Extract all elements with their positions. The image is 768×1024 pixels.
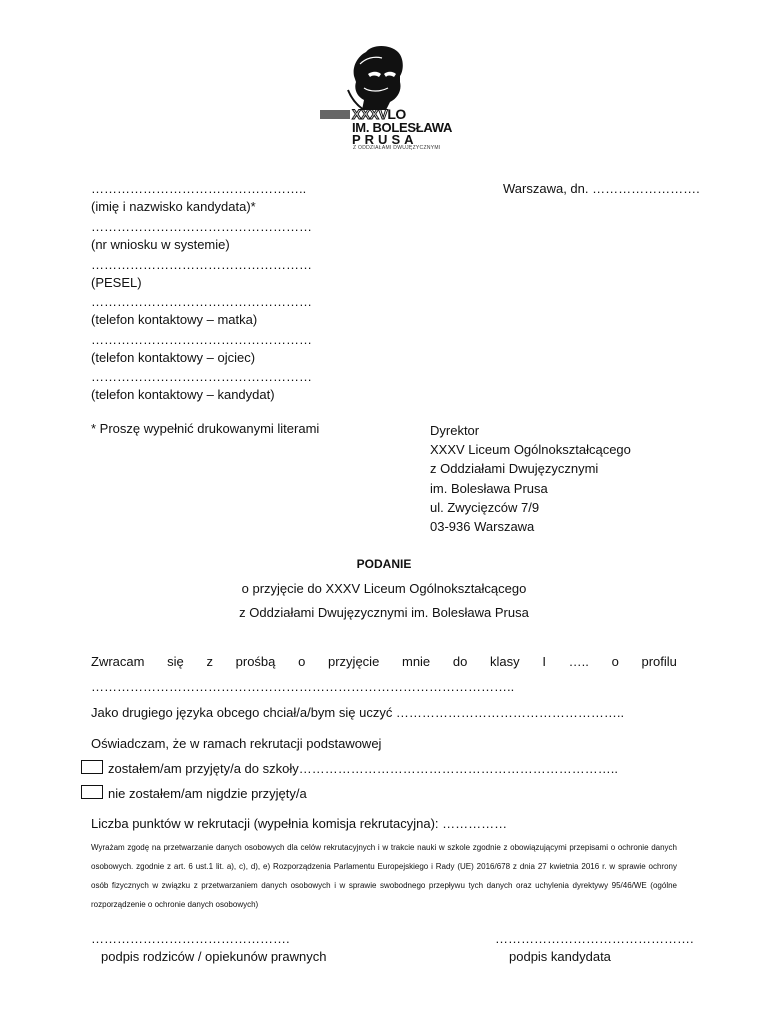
mother-phone-input-line[interactable]: …………………………………………… — [91, 294, 312, 309]
addressee-line: z Oddziałami Dwujęzycznymi — [430, 461, 599, 477]
accepted-option-label: zostałem/am przyjęty/a do szkoły……………………………………………………………….. — [108, 761, 618, 776]
parent-signature-line[interactable]: ………………………………………. — [91, 931, 290, 946]
request-word: klasy — [490, 654, 520, 669]
request-sentence — [91, 654, 677, 669]
request-word: mnie — [401, 654, 431, 669]
candidate-signature-label: podpis kandydata — [509, 949, 611, 964]
gdpr-consent-text: Wyrażam zgodę na przetwarzanie danych osobowych dla celów rekrutacyjnych i w trakcie nauki w szkole zgodnie z obowiązującymi przepisami o ochronie danych osobowych. zgodnie z art. 6 ust.1 lit. a), c), d), e) Rozporządzenia Parlamentu Europejskiego i Rady (UE) 2016/678 z dnia 27 kwietnia 2016 r. w sprawie ochrony osób fizycznych w związku z przetwarzaniem danych osobowych i w sprawie swobodnego przepływu tych danych oraz uchylenia dyrektywy 95/46/WE (ogólne rozporządzenie o ochronie danych osobowych) — [91, 843, 677, 909]
request-word: do — [452, 654, 468, 669]
parent-signature-label: podpis rodziców / opiekunów prawnych — [101, 949, 327, 964]
document-subtitle-line1: o przyjęcie do XXXV Liceum Ogólnokształcącego — [241, 581, 527, 596]
request-word: prośbą — [235, 654, 276, 669]
request-word: z — [206, 654, 213, 669]
class-input-dots[interactable]: ….. — [568, 654, 589, 669]
name-input-line[interactable]: ………………………………………….. — [91, 181, 307, 196]
logo-text-subtitle: Z ODDZIAŁAMI DWUJĘZYCZNYMI — [353, 145, 441, 151]
application-number-label: (nr wniosku w systemie) — [91, 237, 230, 252]
father-phone-label: (telefon kontaktowy – ojciec) — [91, 350, 256, 365]
request-word: o — [298, 654, 306, 669]
accepted-checkbox[interactable] — [81, 760, 103, 774]
pesel-input-line[interactable]: …………………………………………… — [91, 257, 312, 272]
candidate-phone-label: (telefon kontaktowy – kandydat) — [91, 387, 275, 402]
logo-text-name: IM. BOLESŁAWA — [352, 120, 453, 135]
request-word: się — [167, 654, 184, 669]
addressee-line: XXXV Liceum Ogólnokształcącego — [430, 442, 631, 458]
candidate-phone-input-line[interactable]: …………………………………………… — [91, 369, 312, 384]
points-line: Liczba punktów w rekrutacji (wypełnia komisja rekrutacyjna): …………… — [91, 816, 508, 831]
declaration-text: Oświadczam, że w ramach rekrutacji podstawowej — [91, 736, 382, 751]
addressee-block — [430, 421, 631, 536]
candidate-signature-line[interactable]: ………………………………………. — [495, 931, 694, 946]
document-heading: PODANIE — [356, 557, 412, 571]
addressee-line: 03-936 Warszawa — [430, 519, 535, 535]
addressee-line: im. Bolesława Prusa — [430, 480, 548, 496]
request-word: Zwracam — [91, 654, 145, 669]
not-accepted-checkbox[interactable] — [81, 785, 103, 799]
addressee-line: ul. Zwycięzców 7/9 — [430, 499, 540, 515]
profile-input-line[interactable]: …………………………………………………………………………………….. — [91, 679, 515, 694]
mother-phone-label: (telefon kontaktowy – matka) — [91, 312, 258, 327]
portrait-logo-icon — [346, 44, 416, 110]
name-label: (imię i nazwisko kandydata)* — [91, 199, 256, 214]
document-subtitle-line2: z Oddziałami Dwujęzycznymi im. Bolesława Prusa — [239, 605, 529, 620]
request-word: o — [611, 654, 619, 669]
request-word: I — [542, 654, 546, 669]
not-accepted-option-label: nie zostałem/am nigdzie przyjęty/a — [108, 786, 307, 801]
capital-letters-note: * Proszę wypełnić drukowanymi literami — [91, 421, 320, 436]
city-date-field[interactable]: Warszawa, dn. ……………………. — [503, 181, 700, 196]
addressee-line: Dyrektor — [430, 423, 480, 438]
request-word: przyjęcie — [328, 654, 380, 669]
logo-text-school-number: XXXVLO — [352, 106, 406, 122]
second-language-line[interactable]: Jako drugiego języka obcego chciał/a/bym się uczyć …………………………………………….. — [91, 705, 625, 720]
request-word: profilu — [641, 654, 677, 669]
pesel-label: (PESEL) — [91, 275, 142, 290]
application-number-input-line[interactable]: …………………………………………… — [91, 219, 312, 234]
logo-text-surname: PRUSA — [352, 132, 418, 147]
logo-bar — [320, 110, 350, 119]
father-phone-input-line[interactable]: …………………………………………… — [91, 332, 312, 347]
school-logo — [318, 44, 458, 154]
